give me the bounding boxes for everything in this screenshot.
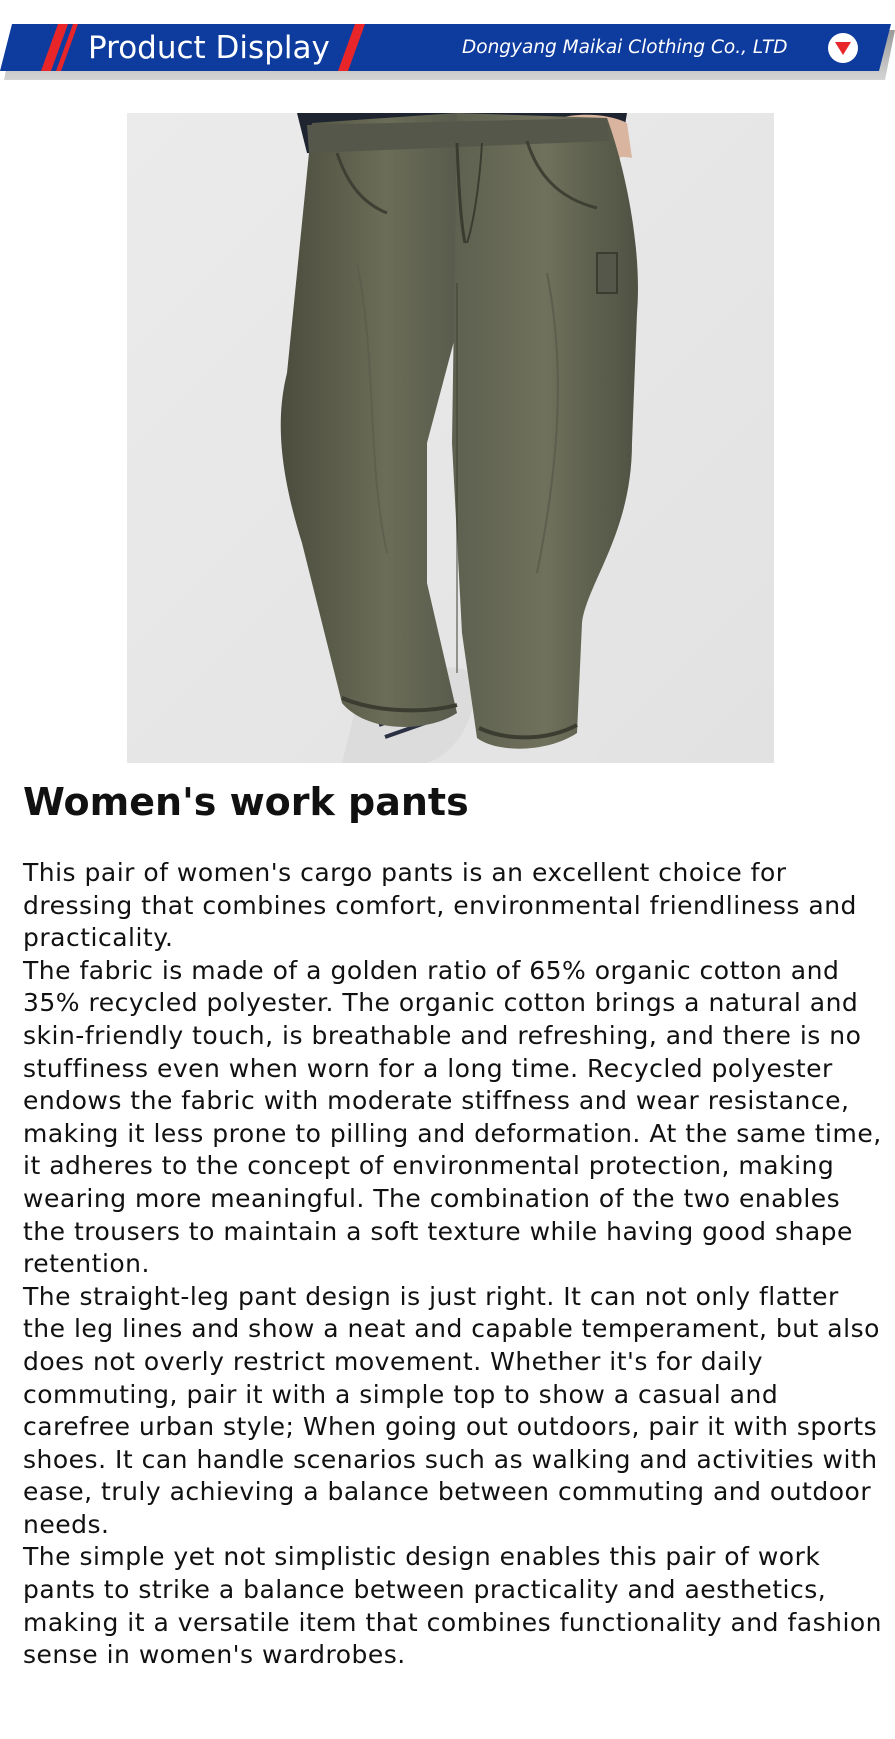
description-paragraph-design: The straight-leg pant design is just right. It can not only flatter the leg lines and show a neat and capable temperament, but also does not overly restrict movement. Whether it's for daily commuting, pair it with a simple top to show a casual and carefree urban style; When going out outdoors, pair it with sports shoes. It can handle scenarios such as walking and activities with ease, truly achieving a balance between commuting and outdoor needs. — [23, 1281, 880, 1539]
header-banner — [0, 24, 895, 80]
product-image — [127, 113, 774, 763]
work-pants-illustration — [127, 113, 774, 763]
description-paragraph-summary: The simple yet not simplistic design enables this pair of work pants to strike a balance between practicality and aesthetics, making it a versatile item that combines functionality and fashion sense in women's wardrobes. — [23, 1542, 883, 1670]
dropdown-button[interactable] — [828, 33, 858, 63]
banner-title: Product Display — [88, 30, 330, 66]
description-paragraph-fabric: The fabric is made of a golden ratio of 65% organic cotton and 35% recycled polyester. The organic cotton brings a natural and skin-friendly touch, is breathable and refreshing, and there is no stuffiness even when worn for a long time. Recycled polyester endows the fabric with moderate stiffness and wear resistance, making it less prone to pilling and deformation. At the same time, it adheres to the concept of environmental protection, making wearing more meaningful. The combination of the two enables the trousers to maintain a soft texture while having good shape retention. — [23, 955, 882, 1279]
product-description — [23, 857, 883, 1672]
chevron-down-icon — [835, 42, 851, 55]
description-paragraph-intro: This pair of women's cargo pants is an excellent choice for dressing that combines comfort, environmental friendliness and practicality. — [23, 858, 857, 953]
company-name: Dongyang Maikai Clothing Co., LTD — [462, 37, 788, 58]
product-title: Women's work pants — [23, 780, 469, 824]
